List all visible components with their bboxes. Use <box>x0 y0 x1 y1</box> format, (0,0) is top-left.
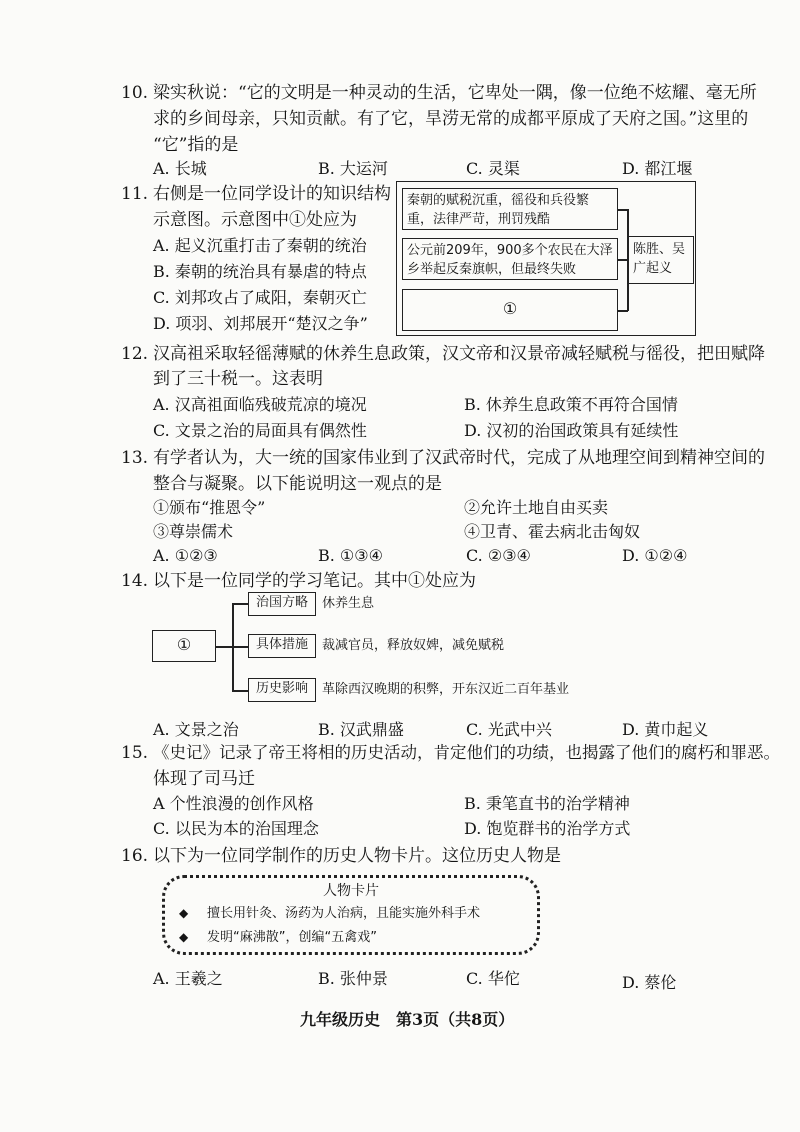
q13-option-d: D. ①②④ <box>622 546 688 565</box>
diamond-bullet-icon: ◆ <box>179 930 189 944</box>
q16-person-card <box>162 875 540 955</box>
q14-label-impact: 历史影响 <box>248 678 316 702</box>
q15-option-b: B. 秉笔直书的治学精神 <box>464 794 630 813</box>
q16-option-c: C. 华佗 <box>466 969 520 988</box>
q12-option-b: B. 休养生息政策不再符合国情 <box>464 395 678 414</box>
q14-text-strategy: 休养生息 <box>322 596 375 611</box>
q16-line-1: 以下为一位同学制作的历史人物卡片。这位历史人物是 <box>153 846 561 866</box>
q16-option-d: D. 蔡伦 <box>622 973 677 992</box>
q13-line-2: 整合与凝聚。以下能说明这一观点的是 <box>153 474 442 494</box>
q11-box-topic: 陈胜、吴广起义 <box>628 236 694 284</box>
q10-option-a: A. 长城 <box>153 159 207 178</box>
q14-number: 14. <box>121 571 149 591</box>
q14-connector <box>216 646 232 648</box>
q14-label-strategy: 治国方略 <box>248 592 316 616</box>
q11-box-blank: ① <box>402 289 618 331</box>
q11-option-a: A. 起义沉重打击了秦朝的统治 <box>153 236 367 255</box>
q13-item-3: ③尊崇儒术 <box>153 522 234 541</box>
q12-option-a: A. 汉高祖面临残破荒凉的境况 <box>153 395 367 414</box>
q11-option-c: C. 刘邦攻占了咸阳，秦朝灭亡 <box>153 288 367 307</box>
q16-card-item-2: 发明“麻沸散”，创编“五禽戏” <box>207 930 377 945</box>
q12-line-2: 到了三十税一。这表明 <box>153 369 323 389</box>
q14-center-box: ① <box>152 630 216 662</box>
q12-option-c: C. 文景之治的局面具有偶然性 <box>153 421 367 440</box>
q13-item-1: ①颁布“推恩令” <box>153 498 266 517</box>
q12-option-d: D. 汉初的治国政策具有延续性 <box>464 421 679 440</box>
q10-line-2: 求的乡间母亲，只知贡献。有了它，旱涝无常的成都平原成了天府之国。”这里的 <box>153 109 749 129</box>
q15-option-d: D. 饱览群书的治学方式 <box>464 819 631 838</box>
q15-option-c: C. 以民为本的治国理念 <box>153 819 319 838</box>
q16-option-a: A. 王羲之 <box>153 969 223 988</box>
q13-item-4: ④卫青、霍去病北击匈奴 <box>464 522 641 541</box>
q11-line-2: 示意图。示意图中①处应为 <box>153 210 357 230</box>
q14-text-impact: 革除西汉晚期的积弊，开东汉近二百年基业 <box>322 682 570 697</box>
q16-option-b: B. 张仲景 <box>318 969 388 988</box>
q13-number: 13. <box>121 448 149 468</box>
q14-option-d: D. 黄巾起义 <box>622 720 709 739</box>
q13-line-1: 有学者认为，大一统的国家伟业到了汉武帝时代，完成了从地理空间到精神空间的 <box>153 448 765 468</box>
q16-number: 16. <box>121 846 149 866</box>
diamond-bullet-icon: ◆ <box>179 906 189 920</box>
q14-option-a: A. 文景之治 <box>153 720 239 739</box>
q14-text-measures: 裁减官员，释放奴婢，减免赋税 <box>322 638 505 653</box>
q15-number: 15. <box>121 743 149 763</box>
q16-card-item-1: 擅长用针灸、汤药为人治病，且能实施外科手术 <box>207 906 481 921</box>
q15-line-2: 体现了司马迁 <box>153 769 255 789</box>
q10-line-3: “它”指的是 <box>153 135 239 155</box>
q11-line-1: 右侧是一位同学设计的知识结构 <box>153 184 391 204</box>
q16-card-title: 人物卡片 <box>323 883 379 899</box>
q11-box-event: 公元前209年，900多个农民在大泽乡举起反秦旗帜，但最终失败 <box>402 238 618 280</box>
q14-connector <box>232 603 248 605</box>
q12-number: 12. <box>121 344 149 364</box>
q13-option-b: B. ①③④ <box>318 546 383 565</box>
q14-connector <box>232 690 248 692</box>
q15-option-a: A 个性浪漫的创作风格 <box>153 794 314 813</box>
q14-option-c: C. 光武中兴 <box>466 720 552 739</box>
q10-line-1: 梁实秋说：“它的文明是一种灵动的生活，它卑处一隅，像一位绝不炫耀、毫无所 <box>153 83 757 103</box>
q10-number: 10. <box>121 83 149 103</box>
q15-line-1: 《史记》记录了帝王将相的历史活动，肯定他们的功绩，也揭露了他们的腐朽和罪恶。 <box>153 743 780 762</box>
q10-option-b: B. 大运河 <box>318 159 388 178</box>
q10-option-c: C. 灵渠 <box>466 159 520 178</box>
q13-item-2: ②允许土地自由买卖 <box>464 498 609 517</box>
q14-line-1: 以下是一位同学的学习笔记。其中①处应为 <box>153 571 476 591</box>
q13-option-a: A. ①②③ <box>153 546 218 565</box>
q11-number: 11. <box>121 184 149 204</box>
q11-option-d: D. 项羽、刘邦展开“楚汉之争” <box>153 314 368 333</box>
q11-option-b: B. 秦朝的统治具有暴虐的特点 <box>153 262 367 281</box>
page-footer: 九年级历史 第3页（共8页） <box>300 1010 515 1029</box>
q14-label-measures: 具体措施 <box>248 634 316 658</box>
q11-box-cause: 秦朝的赋税沉重，徭役和兵役繁重，法律严苛，刑罚残酷 <box>402 188 618 230</box>
q14-option-b: B. 汉武鼎盛 <box>318 720 404 739</box>
q12-line-1: 汉高祖采取轻徭薄赋的休养生息政策，汉文帝和汉景帝减轻赋税与徭役，把田赋降 <box>153 344 765 364</box>
q10-option-d: D. 都江堰 <box>622 159 693 178</box>
q13-option-c: C. ②③④ <box>466 546 531 565</box>
q14-connector <box>232 646 248 648</box>
